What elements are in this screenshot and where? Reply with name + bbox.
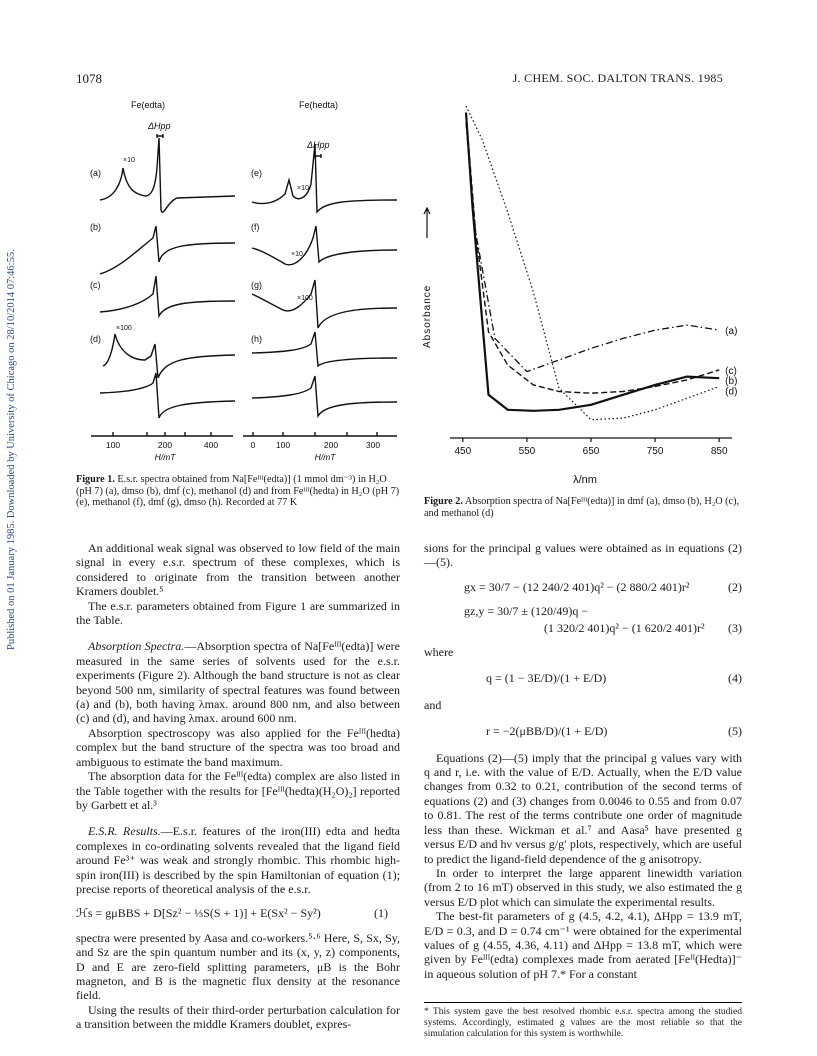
series-line-1 [466,113,719,411]
eq5-text: r = −2(μBB/D)/(1 + E/D) [486,724,608,739]
fig1-right-title: Fe(hedta) [299,100,339,110]
fig2-caption-label: Figure 2. [424,496,463,507]
fig1-caption-label: Figure 1. [76,474,115,485]
gain-g: ×100 [297,295,313,302]
spectrum-d [103,334,235,378]
fig1-rtick-0: 0 [250,440,256,450]
download-notice-text: Published on 01 January 1985. Downloaded by University of Chicago on 28/10/2014 07:46:55. [6,249,17,650]
label-g: (g) [251,280,262,290]
fig1-tick-100: 100 [105,440,121,450]
eq1-number: (1) [374,906,388,921]
fig1-rtick-100: 100 [275,440,291,450]
label-d: (d) [90,334,101,344]
lc-para-3-head: Absorption Spectra. [88,639,185,654]
figure-1-caption [76,474,401,509]
label-f: (f) [251,222,260,232]
fig2-caption-text: Absorption spectra of Na[Feᴵᴵᴵ(edta)] in dmf (a), dmso (b), H₂O (c), and methanol (d) [424,496,740,519]
gain-f: ×10 [291,251,303,258]
figure-2-caption [424,496,754,519]
lc-para-6-text: —E.s.r. features of the iron(III) edta and hedta complexes in co-ordinating solvents revealed that the ligand field around Fe³⁺ was weak and strongly rhombic. This rhombic high-spin iron(III) is described by the spin Hamiltonian of equation (1); precise reports of theoretical analysis of the e.s.r. [76,824,400,896]
lc-para-2: The e.s.r. parameters obtained from Figure 1 are summarized in the Table. [76,598,400,628]
equation-5 [424,724,742,738]
fig2-x-tick-label: 550 [518,446,536,457]
rc-para-2: Equations (2)—(5) imply that the principal g values vary with q and r, i.e. with the value of E/D. Actually, when the E/D value changes from 0.32 to 0.21, contribution of the second terms of equations (2) and (3) changes from 0.0046 to 0.55 and from 0.07 to 0.81. The rest of the terms contribute one order of magnitude less than these. Wickman et al.⁷ and Aasa⁵ have presented g versus E/D and hν versus g/g′ plots, respectively, which are useful to predict the ligand-field dependence of the g anisotropy. [424,750,742,866]
spectrum-g [252,280,397,328]
rc-and: and [424,697,442,712]
fig1-tick-400: 400 [203,440,219,450]
gain-d: ×100 [116,325,132,332]
lc-para-3-text: —Absorption spectra of Na[Feᴵᴵᴵ(edta)] were measured in the same series of solvents used for the e.s.r. experiments (Figure 2). Although the band structure is not as clear beyond 500 nm, similarity of spectral features was found between (a) and (b), both having λmax. around 800 nm, and also between (c) and (d), and having λmax. around 600 nm. [76,639,400,726]
equation-1 [76,906,400,920]
eq3-line-1: gz,y = 30/7 ± (120/49)q − [464,604,589,619]
journal-header: J. CHEM. SOC. DALTON TRANS. 1985 [512,71,723,85]
series-label-3: (d) [725,386,738,398]
series-line-2 [466,113,719,394]
lc-para-6-head: E.S.R. Results. [88,824,161,839]
series-label-0: (a) [725,326,738,338]
absorption-chart [420,98,740,488]
fig1-left-title: Fe(edta) [131,100,166,110]
fig1-xlabel-right: H/mT [314,452,336,462]
spectrum-b [100,226,235,274]
spectrum-e [252,144,397,212]
label-b: (b) [90,222,101,232]
eq4-number: (4) [728,671,742,686]
eq2-number: (2) [728,579,742,594]
label-e: (e) [251,168,262,178]
fig1-tick-200: 200 [157,440,173,450]
lc-para-1: An additional weak signal was observed to low field of the main signal in every e.s.r. spectrum of these complexes, which is considered to originate from the transition between another Kramers doublet.⁵ [76,541,400,599]
figure-2 [420,98,740,488]
equation-3 [424,604,742,618]
right-column [424,541,742,981]
fig1-dhpp-left: ΔHpp [148,121,171,131]
fig2-x-tick-label: 650 [582,446,600,457]
rc-para-3: In order to interpret the large apparent linewidth variation (from 2 to 16 mT) observed in this study, we also estimated the g versus E/D plot which can simulate the experimental results. [424,865,742,909]
eq1-text: ℋs = gμBBS + D[Sz² − ⅓S(S + 1)] + E(Sx² − Sy²) [76,906,321,921]
fig1-dhpp-right: ΔHpp [307,140,330,150]
eq3-number: (3) [728,620,742,635]
lc-para-4: Absorption spectroscopy was also applied for the Feᴵᴵᴵ(hedta) complex but the band structure of the spectra was too broad and ambiguous to estimate the band maximum. [76,725,400,769]
lc-para-3 [76,639,400,725]
fig1-rtick-200: 200 [323,440,339,450]
fig1-rtick-300: 300 [365,440,381,450]
rc-para-4: The best-fit parameters of g (4.5, 4.2, 4.1), ΔHpp = 13.9 mT, E/D = 0.3, and D = 0.74 cm⁻¹ were obtained for the experimental values of g (4.55, 4.36, 4.11) and ΔHpp = 13.8 mT, which were given by Feᴵᴵᴵ(edta) complexes made from aerated [Feᴵᴵ(Hedta)]⁻ in aqueous solution of pH 7.* For a constant [424,909,742,981]
fig1-caption-text: E.s.r. spectra obtained from Na[Feᴵᴵᴵ(edta)] (1 mmol dm⁻³) in H₂O (pH 7) (a), dmso (b), dmf (c), methanol (d) and from Feᴵᴵᴵ(hedta) in H₂O (pH 7) (e), methanol (f), dmf (g), dmso (h). Recorded at 77 K [76,474,400,508]
esr-spectra-figure [85,98,407,468]
fig1-xlabel-left: H/mT [154,452,176,462]
fig2-ylabel: Absorbance [422,284,433,348]
eq4-text: q = (1 − 3E/D)/(1 + E/D) [486,671,607,686]
fig2-x-tick-label: 450 [454,446,472,457]
rc-where: where [424,645,454,660]
spectrum-f [252,226,397,265]
lc-para-8: Using the results of their third-order perturbation calculation for a transition between the middle Kramers doublet, expres- [76,1002,400,1032]
lc-para-7: spectra were presented by Aasa and co-workers.⁵·⁶ Here, S, Sx, Sy, and Sz are the spin quantum number and its (x, y, z) components, D and E are zero-field splitting parameters, μB is the Bohr magneton, and B is the magnetic flux density at the resonance field. [76,930,400,1003]
footnote: * This system gave the best resolved rhombic e.s.r. spectra among the studied systems. Accordingly, estimated g values are the most reliable so that the simulation calculation for this system is worthwhile. [424,1002,742,1040]
spectrum-h [252,332,397,366]
spectrum-c [100,276,235,316]
spectrum-d-lower [100,373,235,418]
equation-3-cont [424,621,742,635]
spectrum-h-lower [252,376,397,416]
left-column [76,541,400,1032]
label-c: (c) [90,280,101,290]
lc-para-6 [76,824,400,896]
download-notice [4,180,18,650]
fig2-y-arrow [424,208,430,238]
lc-para-5: The absorption data for the Feᴵᴵᴵ(edta) complex are also listed in the Table together with the results for [Feᴵᴵᴵ(hedta)(H₂O)₂] reported by Garbett et al.³ [76,769,400,812]
series-label-1: (b) [725,376,738,388]
eq3-line-2: (1 320/2 401)q² − (1 620/2 401)r² [544,620,705,635]
label-h: (h) [251,334,262,344]
spectrum-a [100,138,235,212]
gain-a: ×10 [123,157,135,164]
series-line-3 [466,106,719,420]
fig2-x-tick-label: 850 [710,446,728,457]
dhpp-bracket-left [157,134,163,138]
equation-4 [424,671,742,685]
fig2-x-tick-label: 750 [646,446,664,457]
figure-1 [85,98,407,468]
gain-e: ×10 [297,185,309,192]
eq5-number: (5) [728,724,742,739]
rc-para-1: sions for the principal g values were obtained as in equations (2)—(5). [424,541,742,570]
eq2-text: gx = 30/7 − (12 240/2 401)q² − (2 880/2 401)r² [464,579,690,594]
series-line-0 [466,123,719,372]
series-label-2: (c) [725,365,737,377]
page-number: 1078 [76,71,102,86]
equation-2 [424,580,742,594]
fig2-xlabel: λ/nm [573,474,597,486]
label-a: (a) [90,168,101,178]
